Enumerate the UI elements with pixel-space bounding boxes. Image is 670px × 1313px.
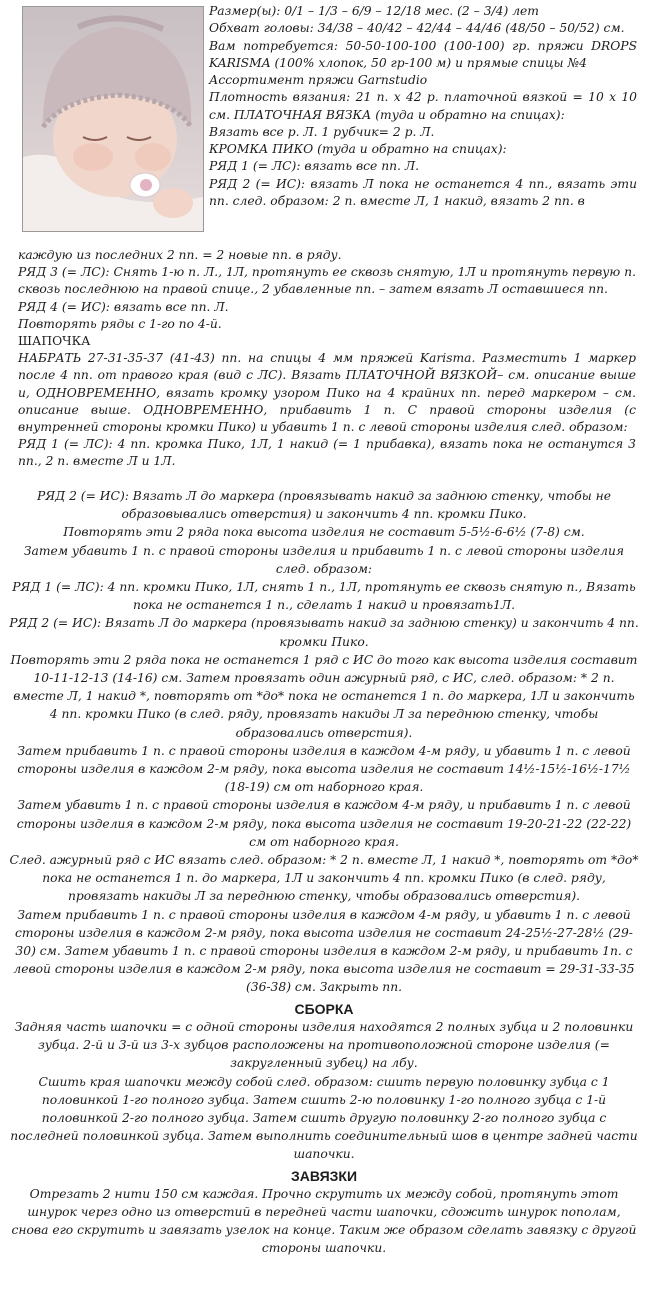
picot-row-3: РЯД 3 (= ЛС): Снять 1-ю п. Л., 1Л, протянуть ее сквозь снятую, 1Л и протянуть первую п. сквозь последнюю на правой спице., 2 убавленные пп. – затем вязать Л оставшиеся пп. (18, 265, 636, 297)
hat-row-2: РЯД 2 (= ИС): Вязать Л до маркера (провязывать накид за заднюю стенку, чтобы не образовывались отверстия) и закончить 4 пп. кромки Пико. (36, 489, 612, 522)
garter-stitch-line: Вязать все р. Л. 1 рубчик= 2 р. Л. (209, 124, 435, 139)
gauge-line: Плотность вязания: 21 п. х 42 р. платочной вязкой = 10 х 10 см. ПЛАТОЧНАЯ ВЯЗКА (туда и обратно на спицах): (209, 90, 637, 122)
baby-photo (22, 6, 204, 232)
eyelet-row-paragraph: Повторять эти 2 ряда пока не останется 1 ряд с ИС до того как высота изделия составит 10-11-12-13 (14-16) см. Затем провязать один ажурный ряд, с ИС, след. образом: * 2 п. вместе Л, 1 накид *, повторять от *до* пока не останется 1 п. до маркера, 1Л и закончить 4 пп. кромки Пико (в след. ряду, провязать накиды Л за переднюю стенку, чтобы образовались отверстия). (10, 652, 638, 740)
second-eyelet-row: След. ажурный ряд с ИС вязать след. образом: * 2 п. вместе Л, 1 накид *, повторять от *до* пока не останется 1 п. до маркера, 1Л и закончить 4 пп. кромки Пико (в след. ряду, провязать накиды Л за переднюю стенку, чтобы образовались отверстия). (9, 853, 639, 904)
decrease-increase-line: Затем убавить 1 п. с правой стороны изделия и прибавить 1 п. с левой стороны изделия след. образом: (23, 543, 625, 576)
repeat-until-height: Повторять эти 2 ряда пока высота изделия не составит 5-5½-6-6½ (7-8) см. (63, 525, 585, 540)
head-circumference-line: Обхват головы: 34/38 – 40/42 – 42/44 – 44/46 (48/50 – 50/52) см. (209, 21, 625, 36)
hat-heading: ШАПОЧКА (18, 334, 91, 349)
decrease-paragraph: Затем убавить 1 п. с правой стороны изделия в каждом 4-м ряду, и прибавить 1 п. с левой стороны изделия в каждом 2-м ряду, пока высота изделия не составит 19-20-21-22 (22-22) см от наборного края. (16, 798, 632, 849)
baby-in-hat-illustration (23, 7, 203, 231)
materials-line: Вам потребуется: 50-50-100-100 (100-100) гр. пряжи DROPS KARISMA (100% хлопок, 50 гр-100 м) и прямые спицы №4 (209, 38, 637, 70)
hat-instructions-centered (8, 487, 640, 1258)
ties-heading: ЗАВЯЗКИ (290, 1167, 358, 1184)
repeat-rows-line: Повторять ряды с 1-го по 4-й. (18, 316, 222, 331)
cast-on-paragraph: НАБРАТЬ 27-31-35-37 (41-43) пп. на спицы 4 мм пряжей Karisma. Разместить 1 маркер после 4 пп. от правого края (вид с ЛС). Вязать ПЛАТОЧНОЙ ВЯЗКОЙ– см. описание выше и, ОДНОВРЕМЕННО, вязать кромку узором Пико на 4 крайних пп. перед маркером – см. описание выше. ОДНОВРЕМЕННО, прибавить 1 п. С правой стороны изделия (с внутренней стороны кромки Пико) и убавить 1 п. с левой стороны изделия след. образом: (18, 351, 636, 435)
hat-row-2-second: РЯД 2 (= ИС): Вязать Л до маркера (провязывать накид за заднюю стенку) и закончить 4 пп. кромки Пико. (9, 616, 639, 649)
hat-instructions-top (18, 247, 636, 471)
picot-edge-heading: КРОМКА ПИКО (туда и обратно на спицах): (209, 142, 507, 156)
ties-paragraph: Отрезать 2 нити 150 см каждая. Прочно скрутить их между собой, протянуть этот шнурок через одно из отверстий в передней части шапочки, сдожить шнурок пополам, снова его скрутить и завязать узелок на конце. Таким же образом сделать завязку с другой стороны шапочки. (11, 1186, 637, 1256)
assembly-heading: СБОРКА (294, 1000, 354, 1017)
picot-row-4: РЯД 4 (= ИС): вязать все пп. Л. (18, 299, 229, 314)
hat-row-1-second: РЯД 1 (= ЛС): 4 пп. кромки Пико, 1Л, снять 1 п., 1Л, протянуть ее сквозь снятую п., Вязать пока не останется 1 п., сделать 1 накид и провязать1Л. (12, 580, 636, 613)
increase-paragraph-1: Затем прибавить 1 п. с правой стороны изделия в каждом 4-м ряду, и убавить 1 п. с левой стороны изделия в каждом 2-м ряду, пока высота изделия не составит 14½-15½-16½-17½ (18-19) см от наборного края. (17, 743, 631, 795)
assembly-paragraph-1: Задняя часть шапочки = с одной стороны изделия находятся 2 полных зубца и 2 половинки зубца. 2-й и 3-й из 3-х зубцов расположены на противоположной стороне изделия (= закругленный зубец) на лбу. (14, 1019, 634, 1071)
picot-row-2-continued: каждую из последних 2 пп. = 2 новые пп. в ряду. (18, 248, 342, 262)
final-shaping-paragraph: Затем прибавить 1 п. с правой стороны изделия в каждом 4-м ряду, и убавить 1 п. с левой стороны изделия в каждом 2-м ряду, пока высота изделия не составит 24-25½-27-28½ (29-30) см. Затем убавить 1 п. с правой стороны изделия в каждом 2-м ряду, и прибавить 1п. с левой стороны изделия в каждом 2-м ряду, пока высота изделия не составит = 29-31-33-35 (36-38) см. Закрыть пп. (13, 907, 635, 995)
sizes-line: Размер(ы): 0/1 – 1/3 – 6/9 – 12/18 мес. (2 – 3/4) лет (209, 4, 539, 18)
picot-row-1: РЯД 1 (= ЛС): вязать все пп. Л. (209, 159, 420, 174)
assembly-paragraph-2: Сшить края шапочки между собой след. образом: сшить первую половинку зубца с 1 половинкой 1-го полного зубца. Затем сшить 2-ю половинку 1-го полного зубца с 1-й половинкой 2-го полного зубца. Затем сшить другую половинку 2-го полного зубца с последней половинкой зубца. Затем выполнить соединительный шов в центре задней части шапочки. (10, 1074, 638, 1162)
hat-row-1: РЯД 1 (= ЛС): 4 пп. кромка Пико, 1Л, 1 накид (= 1 прибавка), вязать пока не останутся 3 пп., 2 п. вместе Л и 1Л. (18, 437, 636, 469)
picot-row-2: РЯД 2 (= ИС): вязать Л пока не останется 4 пп., вязать эти пп. след. образом: 2 п. вместе Л, 1 накид, вязать 2 пп. в (209, 176, 637, 208)
size-and-materials (209, 3, 637, 210)
yarn-assortment-line: Ассортимент пряжи Garnstudio (209, 73, 428, 87)
